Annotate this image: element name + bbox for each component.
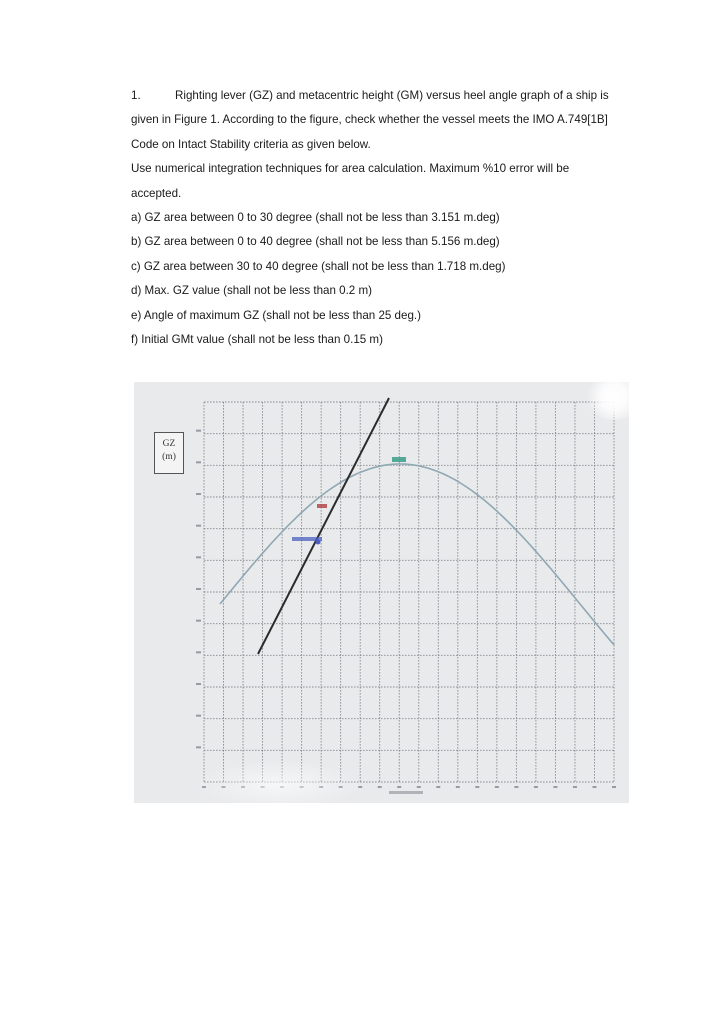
y-tick-mark: [196, 493, 201, 495]
question-line: Code on Intact Stability criteria as given below.: [131, 137, 371, 151]
x-tick-mark: [417, 786, 421, 788]
criterion-a: a) GZ area between 0 to 30 degree (shall not be less than 3.151 m.deg): [131, 210, 500, 224]
criterion-d: d) Max. GZ value (shall not be less than 0.2 m): [131, 284, 372, 298]
x-tick-mark: [358, 786, 362, 788]
x-axis-caption: [389, 791, 423, 794]
x-tick-mark: [592, 786, 596, 788]
x-tick-mark: [339, 786, 343, 788]
y-tick-mark: [196, 556, 201, 558]
x-tick-mark: [397, 786, 401, 788]
criterion-b: b) GZ area between 0 to 40 degree (shall not be less than 5.156 m.deg): [131, 235, 500, 249]
criterion-e: e) Angle of maximum GZ (shall not be less than 25 deg.): [131, 308, 421, 322]
x-tick-mark: [534, 786, 538, 788]
y-tick-mark: [196, 620, 201, 622]
question-line: given in Figure 1. According to the figure, check whether the vessel meets the IMO A.749[1B]: [131, 113, 608, 127]
y-tick-mark: [196, 683, 201, 685]
x-tick-mark: [280, 786, 284, 788]
x-tick-mark: [495, 786, 499, 788]
gz-graph-figure: [134, 382, 629, 803]
max-gz-marker: [392, 457, 406, 462]
x-tick-mark: [241, 786, 245, 788]
x-tick-mark: [261, 786, 265, 788]
x-tick-mark: [475, 786, 479, 788]
question-line: [131, 84, 641, 108]
question-line-text: Righting lever (GZ) and metacentric height (GM) versus heel angle graph of a ship is: [175, 89, 609, 102]
x-tick-mark: [378, 786, 382, 788]
marker-label: [317, 504, 327, 508]
x-tick-mark: [553, 786, 557, 788]
x-tick-mark: [573, 786, 577, 788]
y-axis-label-box: [154, 432, 184, 474]
gz-graph-svg: [134, 382, 629, 803]
y-tick-mark: [196, 525, 201, 527]
x-tick-mark: [222, 786, 226, 788]
y-tick-mark: [196, 588, 201, 590]
y-tick-mark: [196, 715, 201, 717]
instruction-line: Use numerical integration techniques for area calculation. Maximum %10 error will be: [131, 162, 570, 176]
x-tick-mark: [319, 786, 323, 788]
question-text: [131, 84, 641, 352]
gm-tangent-line: [258, 398, 389, 654]
x-tick-mark: [300, 786, 304, 788]
y-tick-mark: [196, 461, 201, 463]
y-tick-mark: [196, 430, 201, 432]
criterion-f: f) Initial GMt value (shall not be less than 0.15 m): [131, 332, 383, 346]
y-axis-unit: (m): [162, 452, 176, 462]
y-tick-mark: [196, 746, 201, 748]
criterion-c: c) GZ area between 30 to 40 degree (shall not be less than 1.718 m.deg): [131, 259, 506, 273]
x-tick-mark: [612, 786, 616, 788]
y-tick-mark: [196, 651, 201, 653]
curve-point-marker: [316, 540, 321, 545]
x-tick-mark: [456, 786, 460, 788]
x-tick-mark: [514, 786, 518, 788]
question-number: 1.: [131, 89, 141, 102]
y-axis-label: GZ: [162, 439, 176, 449]
gz-curve: [220, 464, 614, 645]
x-tick-mark: [436, 786, 440, 788]
x-tick-mark: [202, 786, 206, 788]
instruction-line: accepted.: [131, 186, 182, 200]
